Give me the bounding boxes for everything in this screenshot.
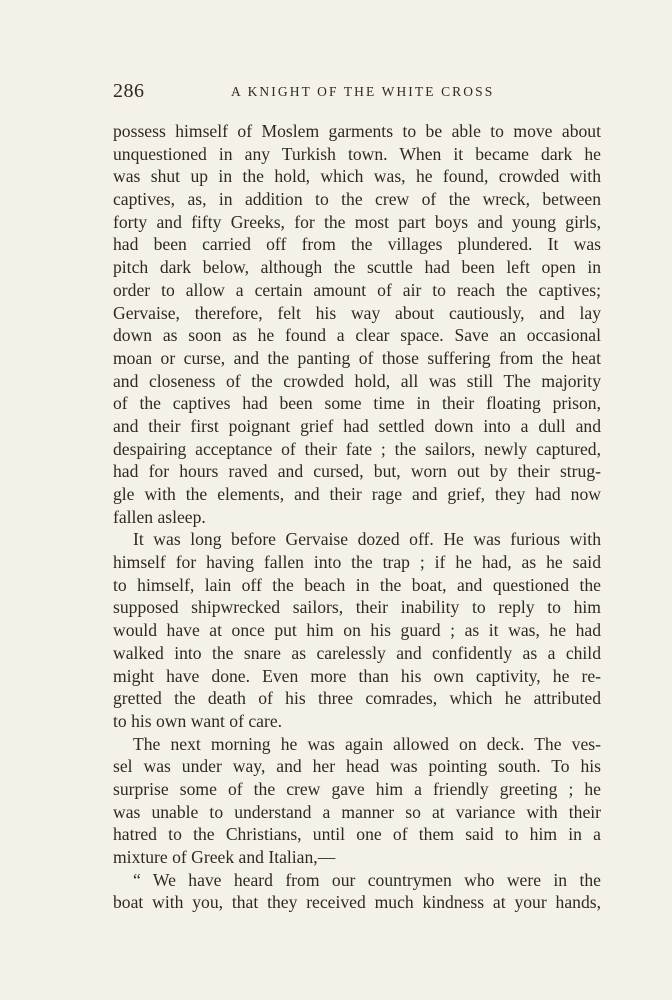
text-line: pitch dark below, although the scuttle had been left open in — [113, 257, 601, 278]
text-line: despairing acceptance of their fate ; the sailors, newly captured, — [113, 438, 601, 459]
text-line: sel was under way, and her head was pointing south. To his — [113, 756, 601, 777]
page-number: 286 — [113, 80, 145, 102]
body-text — [113, 120, 601, 914]
text-line: Gervaise, therefore, felt his way about cautiously, and lay — [113, 302, 601, 323]
text-line: was unable to understand a manner so at variance with their — [113, 801, 601, 822]
text-line: The next morning he was again allowed on deck. The ves- — [133, 733, 601, 754]
running-title: A KNIGHT OF THE WHITE CROSS — [231, 84, 495, 99]
text-line: fallen asleep. — [113, 506, 206, 527]
text-line: boat with you, that they received much kindness at your hands, — [113, 892, 601, 913]
text-line: gretted the death of his three comrades, which he attributed — [113, 688, 601, 709]
text-line: mixture of Greek and Italian,— — [113, 847, 336, 867]
text-line: moan or curse, and the panting of those suffering from the heat — [113, 347, 601, 368]
text-line: was shut up in the hold, which was, he found, crowded with — [113, 166, 601, 187]
text-line: might have done. Even more than his own captivity, he re- — [113, 665, 601, 686]
text-line: surprise some of the crew gave him a friendly greeting ; he — [113, 778, 601, 799]
text-line: and their first poignant grief had settled down into a dull and — [113, 415, 601, 436]
text-line: gle with the elements, and their rage and grief, they had now — [113, 484, 601, 504]
text-line: and closeness of the crowded hold, all was still The majority — [113, 370, 601, 391]
text-line: had been carried off from the villages plundered. It was — [113, 234, 601, 255]
running-head — [113, 80, 601, 104]
text-line: forty and fifty Greeks, for the most part boys and young girls, — [113, 211, 601, 232]
text-line: walked into the snare as carelessly and confidently as a child — [113, 642, 601, 663]
text-line: “ We have heard from our countrymen who were in the — [133, 869, 601, 890]
text-line: hatred to the Christians, until one of them said to him in a — [113, 824, 601, 845]
text-line: had for hours raved and cursed, but, worn out by their strug- — [113, 461, 601, 482]
text-line: down as soon as he found a clear space. Save an occasional — [113, 325, 601, 346]
text-line: possess himself of Moslem garments to be able to move about — [113, 121, 601, 141]
text-line: to himself, lain off the beach in the boat, and questioned the — [113, 574, 601, 595]
text-line: would have at once put him on his guard ; as it was, he had — [113, 620, 601, 641]
text-line: himself for having fallen into the trap ; if he had, as he said — [113, 552, 601, 573]
text-line: to his own want of care. — [113, 710, 283, 731]
text-line: order to allow a certain amount of air to reach the captives; — [113, 279, 601, 300]
text-line: of the captives had been some time in their floating prison, — [113, 393, 601, 414]
text-line: captives, as, in addition to the crew of the wreck, between — [113, 189, 601, 210]
text-line: It was long before Gervaise dozed off. He was furious with — [133, 529, 601, 550]
text-line: unquestioned in any Turkish town. When it became dark he — [113, 143, 601, 164]
text-line: supposed shipwrecked sailors, their inability to reply to him — [113, 597, 601, 618]
